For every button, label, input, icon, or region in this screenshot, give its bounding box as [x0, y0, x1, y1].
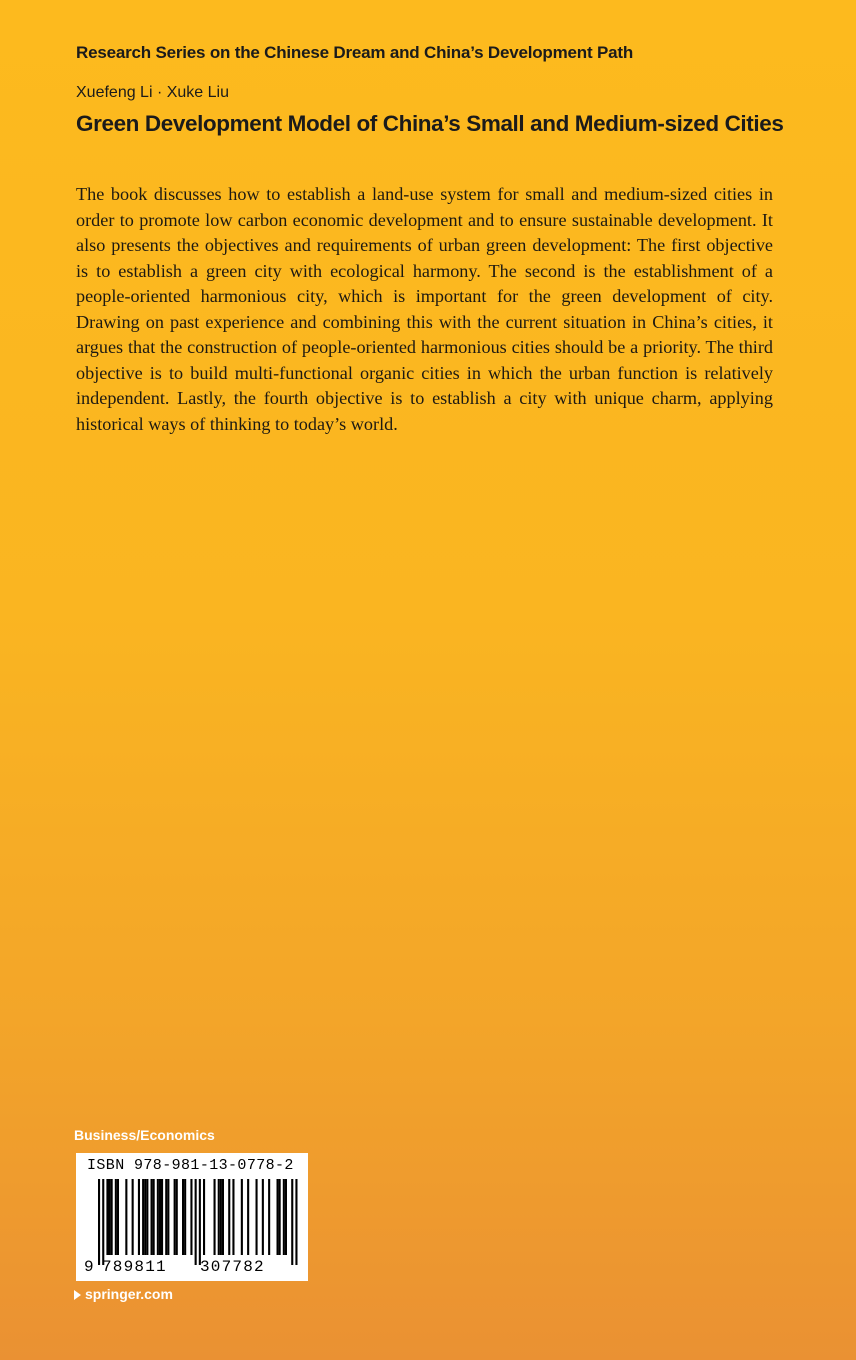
barcode-bar	[159, 1179, 161, 1255]
isbn-number: ISBN 978-981-13-0778-2	[87, 1157, 294, 1174]
barcode-bar	[144, 1179, 146, 1255]
barcode-bar	[279, 1179, 281, 1255]
barcode-bar	[228, 1179, 230, 1255]
barcode-bar	[167, 1179, 169, 1255]
barcode-bar	[214, 1179, 216, 1255]
barcode-digits-right: 307782	[200, 1258, 265, 1276]
barcode-bar	[182, 1179, 184, 1255]
barcode-bar	[117, 1179, 119, 1255]
book-description: The book discusses how to establish a land-use system for small and medium-sized cities in order to promote low carbon economic development and to ensure sustainable development. It also presents the objectives and requirements of urban green development: The first objective is to establish a green city with ecological harmony. The second is the establishment of a people-oriented harmonious city, which is important for the green development of city. Drawing on past experience and combining this with the current situation in China’s cities, it argues that the construction of people-oriented harmonious cities should be a priority. The third objective is to build multi-functional organic cities in which the urban function is relatively independent. Lastly, the fourth objective is to establish a city with unique charm, applying historical ways of thinking to today’s world.	[76, 184, 773, 434]
barcode-bar	[153, 1179, 155, 1255]
barcode-bar	[98, 1179, 100, 1265]
barcode-bar	[283, 1179, 285, 1255]
barcode-bar	[262, 1179, 264, 1255]
category-label: Business/Economics	[74, 1127, 215, 1143]
barcode-bar	[184, 1179, 186, 1255]
barcode-bar	[102, 1179, 104, 1265]
barcode-bar	[132, 1179, 134, 1255]
barcode-bar	[277, 1179, 279, 1255]
barcode-bar	[111, 1179, 113, 1255]
barcode-bar	[220, 1179, 222, 1255]
publisher-website[interactable]	[74, 1286, 173, 1302]
barcode-bar	[195, 1179, 197, 1265]
barcode-bar	[109, 1179, 111, 1255]
barcode-bar	[232, 1179, 234, 1255]
arrow-right-icon	[74, 1290, 81, 1300]
barcode-digit-first: 9	[84, 1258, 95, 1276]
barcode-bar	[222, 1179, 224, 1255]
publisher-website-text: springer.com	[85, 1286, 173, 1302]
barcode-bar	[291, 1179, 293, 1265]
barcode-bar	[106, 1179, 108, 1255]
barcode-bar	[241, 1179, 243, 1255]
barcode-bar	[203, 1179, 205, 1255]
barcode-bar	[218, 1179, 220, 1255]
barcode-bar	[176, 1179, 178, 1255]
barcode-bar	[199, 1179, 201, 1265]
barcode-bar	[174, 1179, 176, 1255]
barcode-bar	[256, 1179, 258, 1255]
barcode-bar	[165, 1179, 167, 1255]
barcode-bar	[138, 1179, 140, 1255]
barcode-digits-left: 789811	[102, 1258, 167, 1276]
barcode-bar	[268, 1179, 270, 1255]
barcode-bar	[142, 1179, 144, 1255]
barcode-bar	[247, 1179, 249, 1255]
series-title: Research Series on the Chinese Dream and China’s Development Path	[76, 43, 633, 62]
barcode-bar	[157, 1179, 159, 1255]
barcode-bar	[190, 1179, 192, 1255]
authors: Xuefeng Li · Xuke Liu	[76, 84, 229, 101]
barcode-bar	[151, 1179, 153, 1255]
barcode-bar	[161, 1179, 163, 1255]
barcode-bar	[285, 1179, 287, 1255]
barcode-bar	[295, 1179, 297, 1265]
barcode-bar	[125, 1179, 127, 1255]
barcode-bar	[146, 1179, 148, 1255]
barcode-bar	[115, 1179, 117, 1255]
book-title: Green Development Model of China’s Small and Medium-sized Cities	[76, 111, 784, 136]
isbn-barcode	[76, 1153, 308, 1281]
